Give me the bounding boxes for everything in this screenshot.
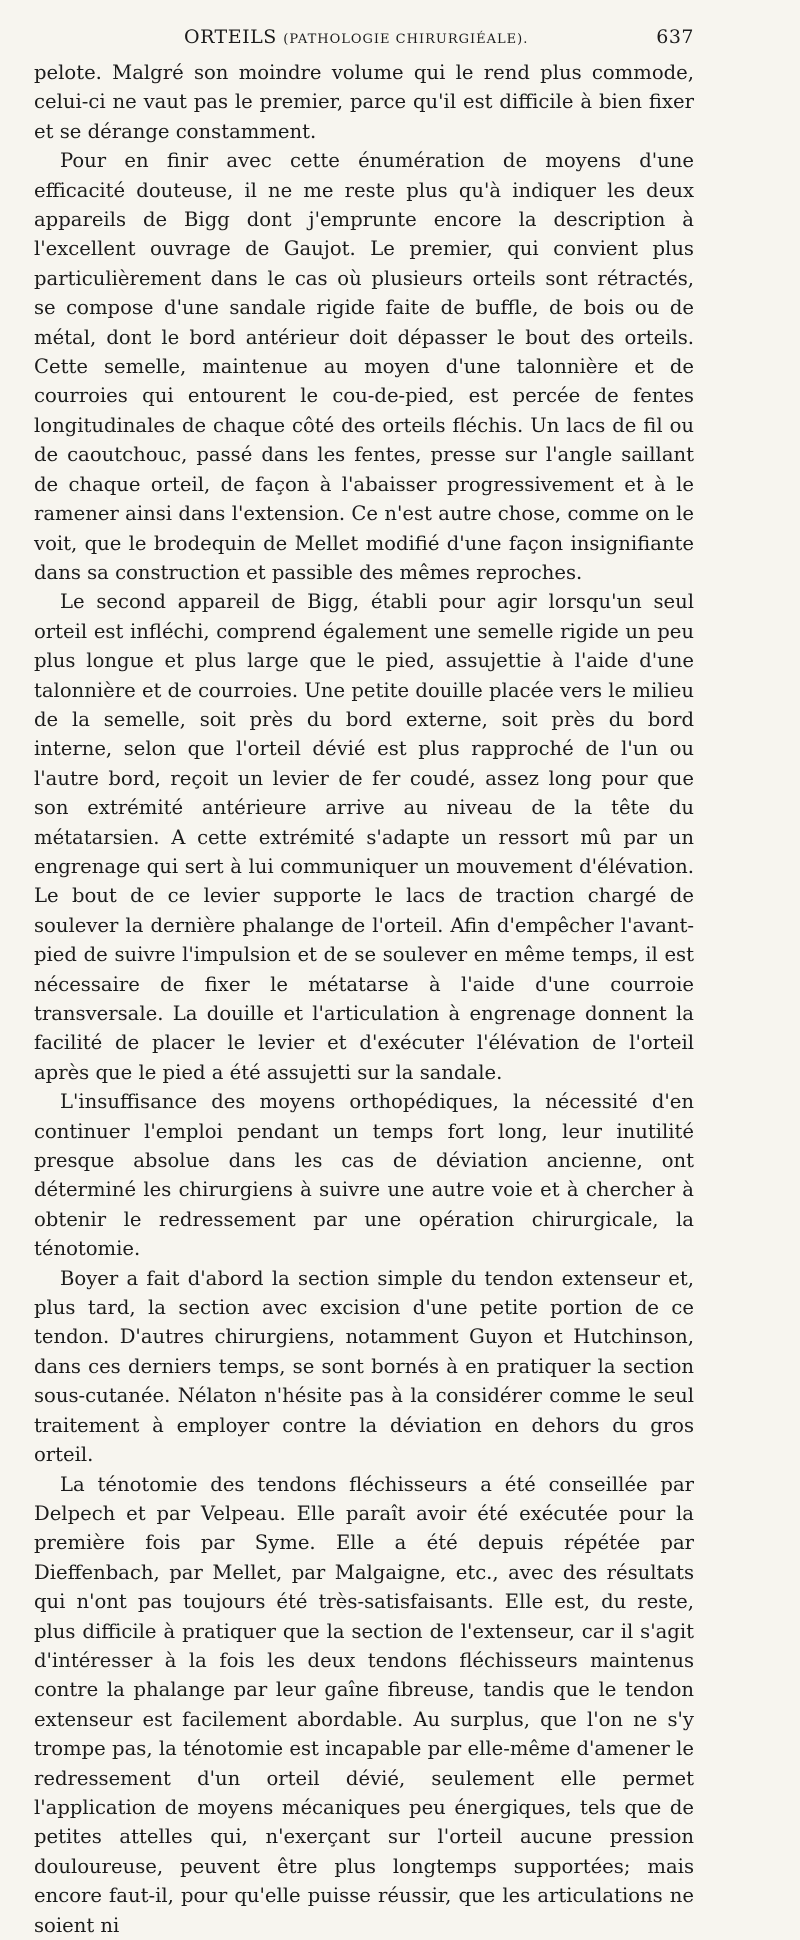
body-text — [34, 58, 694, 1940]
header-title-main: ORTEILS — [184, 26, 277, 48]
paragraph: Boyer a fait d'abord la section simple du tendon extenseur et, plus tard, la section avec excision d'une petite portion de ce tendon. D'autres chirurgiens, notamment Guyon et Hutchinson, dans ces derniers temps, se sont bornés à en pratiquer la section sous-cutanée. Nélaton n'hésite pas à la considérer comme le seul traitement à employer contre la déviation en dehors du gros orteil. — [34, 1264, 694, 1470]
paragraph: pelote. Malgré son moindre volume qui le rend plus commode, celui-ci ne vaut pas le premier, parce qu'il est difficile à bien fixer et se dérange constamment. — [34, 58, 694, 146]
running-header — [34, 26, 694, 56]
paragraph: Le second appareil de Bigg, établi pour agir lorsqu'un seul orteil est infléchi, comprend également une semelle rigide un peu plus longue et plus large que le pied, assujettie à l'aide d'une talonnière et de courroies. Une petite douille placée vers le milieu de la semelle, soit près du bord externe, soit près du bord interne, selon que l'orteil dévié est plus rapproché de l'un ou l'autre bord, reçoit un levier de fer coudé, assez long pour que son extrémité antérieure arrive au niveau de la tête du métatarsien. A cette extrémité s'adapte un ressort mû par un engrenage qui sert à lui communiquer un mouvement d'élévation. Le bout de ce levier supporte le lacs de traction chargé de soulever la dernière phalange de l'orteil. Afin d'empêcher l'avant-pied de suivre l'impulsion et de se soulever en même temps, il est nécessaire de fixer le métatarse à l'aide d'une courroie transversale. La douille et l'articulation à engrenage donnent la facilité de placer le levier et d'exécuter l'élévation de l'orteil après que le pied a été assujetti sur la sandale. — [34, 587, 694, 1087]
header-title-sub: (PATHOLOGIE CHIRURGIÉALE). — [283, 32, 528, 47]
header-title — [184, 26, 528, 48]
page-number: 637 — [656, 26, 694, 48]
paragraph: La ténotomie des tendons fléchisseurs a été conseillée par Delpech et par Velpeau. Elle paraît avoir été exécutée pour la première fois par Syme. Elle a été depuis répétée par Dieffenbach, par Mellet, par Malgaigne, etc., avec des résultats qui n'ont pas toujours été très-satisfaisants. Elle est, du reste, plus difficile à pratiquer que la section de l'extenseur, car il s'agit d'intéresser à la fois les deux tendons fléchisseurs maintenus contre la phalange par leur gaîne fibreuse, tandis que le tendon extenseur est facilement abordable. Au surplus, que l'on ne s'y trompe pas, la ténotomie est incapable par elle-même d'amener le redressement d'un orteil dévié, seulement elle permet l'application de moyens mécaniques peu énergiques, tels que de petites attelles qui, n'exerçant sur l'orteil aucune pression douloureuse, peuvent être plus longtemps supportées; mais encore faut-il, pour qu'elle puisse réussir, que les articulations ne soient ni — [34, 1470, 694, 1940]
paragraph: Pour en finir avec cette énumération de moyens d'une efficacité douteuse, il ne me reste plus qu'à indiquer les deux appareils de Bigg dont j'emprunte encore la description à l'excellent ouvrage de Gaujot. Le premier, qui convient plus particulièrement dans le cas où plusieurs orteils sont rétractés, se compose d'une sandale rigide faite de buffle, de bois ou de métal, dont le bord antérieur doit dépasser le bout des orteils. Cette semelle, maintenue au moyen d'une talonnière et de courroies qui entourent le cou-de-pied, est percée de fentes longitudinales de chaque côté des orteils fléchis. Un lacs de fil ou de caoutchouc, passé dans les fentes, presse sur l'angle saillant de chaque orteil, de façon à l'abaisser progressivement et à le ramener ainsi dans l'extension. Ce n'est autre chose, comme on le voit, que le brodequin de Mellet modifié d'une façon insignifiante dans sa construction et passible des mêmes reproches. — [34, 146, 694, 587]
paragraph: L'insuffisance des moyens orthopédiques, la nécessité d'en continuer l'emploi pendant un temps fort long, leur inutilité presque absolue dans les cas de déviation ancienne, ont déterminé les chirurgiens à suivre une autre voie et à chercher à obtenir le redressement par une opération chirurgicale, la ténotomie. — [34, 1087, 694, 1263]
